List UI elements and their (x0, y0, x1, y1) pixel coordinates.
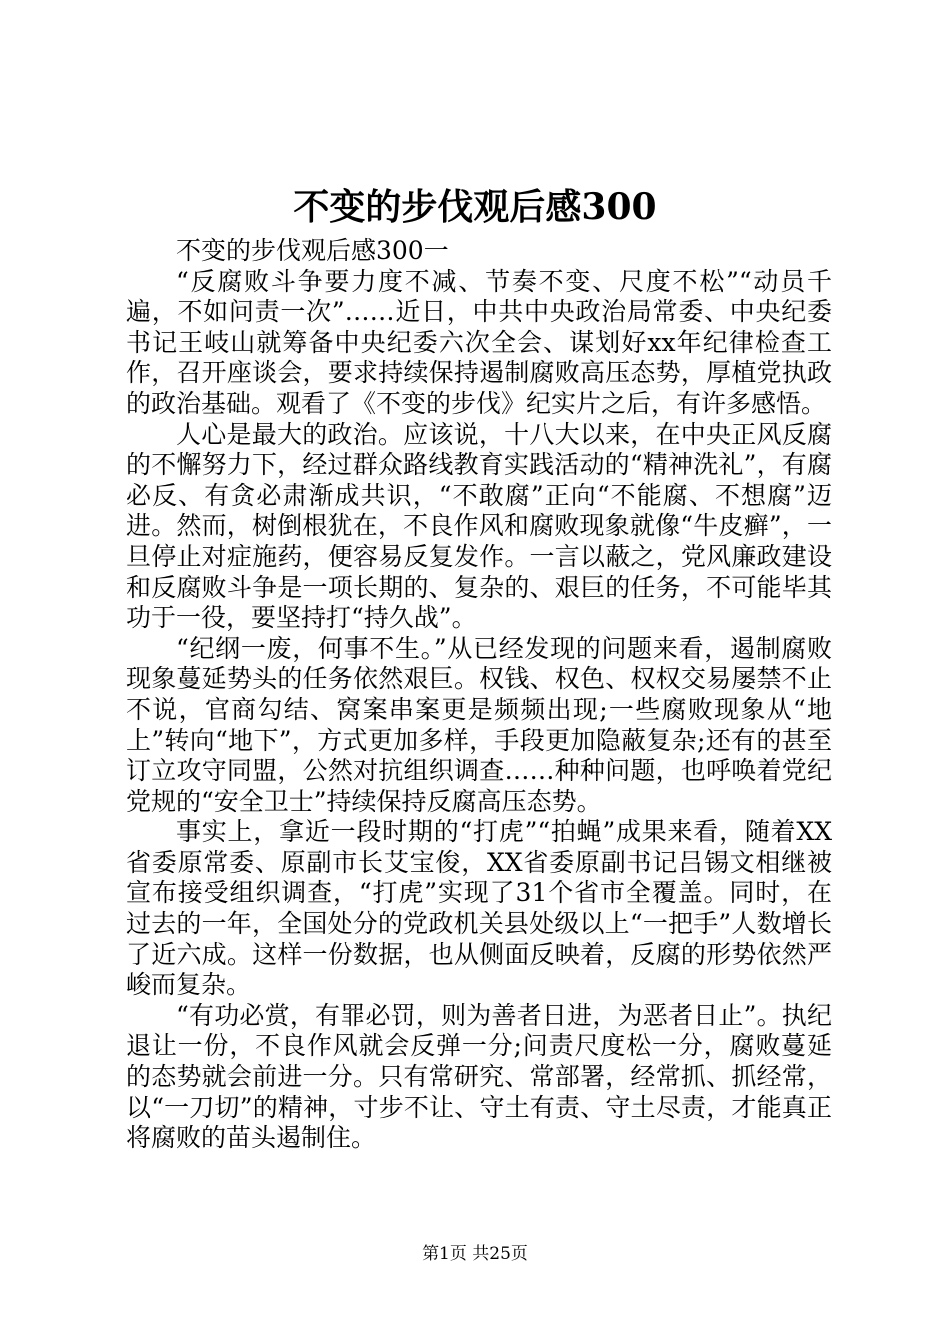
body-paragraph: “反腐败斗争要力度不减、节奏不变、尺度不松”“动员千遍，不如问责一次”……近日，中共中央政治局常委、中央纪委书记王岐山就筹备中央纪委六次全会、谋划好xx年纪律检查工作，召开座谈会，要求持续保持遏制腐败高压态势，厚植党执政的政治基础。观看了《不变的步伐》纪实片之后，有许多感悟。 (126, 266, 832, 418)
subtitle-paragraph: 不变的步伐观后感300一 (176, 236, 449, 265)
body-paragraph: “纪纲一废，何事不生。”从已经发现的问题来看，遏制腐败现象蔓延势头的任务依然艰巨。权钱、权色、权权交易屡禁不止不说，官商勾结、窝案串案更是频频出现;一些腐败现象从“地上”转向“地下”，方式更加多样，手段更加隐蔽复杂;还有的甚至订立攻守同盟，公然对抗组织调查……种种问题，也呼唤着党纪党规的“安全卫士”持续保持反腐高压态势。 (126, 633, 832, 816)
body-paragraph: “有功必赏，有罪必罚，则为善者日进，为恶者日止”。执纪退让一份，不良作风就会反弹一分;问责尺度松一分，腐败蔓延的态势就会前进一分。只有常研究、常部署，经常抓、抓经常，以“一刀切”的精神，寸步不让、守土有责、守土尽责，才能真正将腐败的苗头遏制住。 (126, 1000, 832, 1153)
body-paragraph: 事实上，拿近一段时期的“打虎”“拍蝇”成果来看，随着XX省委原常委、原副市长艾宝俊，XX省委原副书记吕锡文相继被宣布接受组织调查，“打虎”实现了31个省市全覆盖。同时，在过去的一年，全国处分的党政机关县处级以上“一把手”人数增长了近六成。这样一份数据，也从侧面反映着，反腐的形势依然严峻而复杂。 (126, 817, 832, 1000)
document-title: 不变的步伐观后感300 (293, 186, 657, 228)
page-number-footer: 第1页 共25页 (422, 1244, 528, 1264)
body-paragraph: 人心是最大的政治。应该说，十八大以来，在中央正风反腐的不懈努力下，经过群众路线教育实践活动的“精神洗礼”，有腐必反、有贪必肃渐成共识，“不敢腐”正向“不能腐、不想腐”迈进。然而，树倒根犹在，不良作风和腐败现象就像“牛皮癣”，一旦停止对症施药，便容易反复发作。一言以蔽之，党风廉政建设和反腐败斗争是一项长期的、复杂的、艰巨的任务，不可能毕其功于一役，要坚持打“持久战”。 (126, 419, 832, 633)
document-body (126, 236, 832, 1154)
